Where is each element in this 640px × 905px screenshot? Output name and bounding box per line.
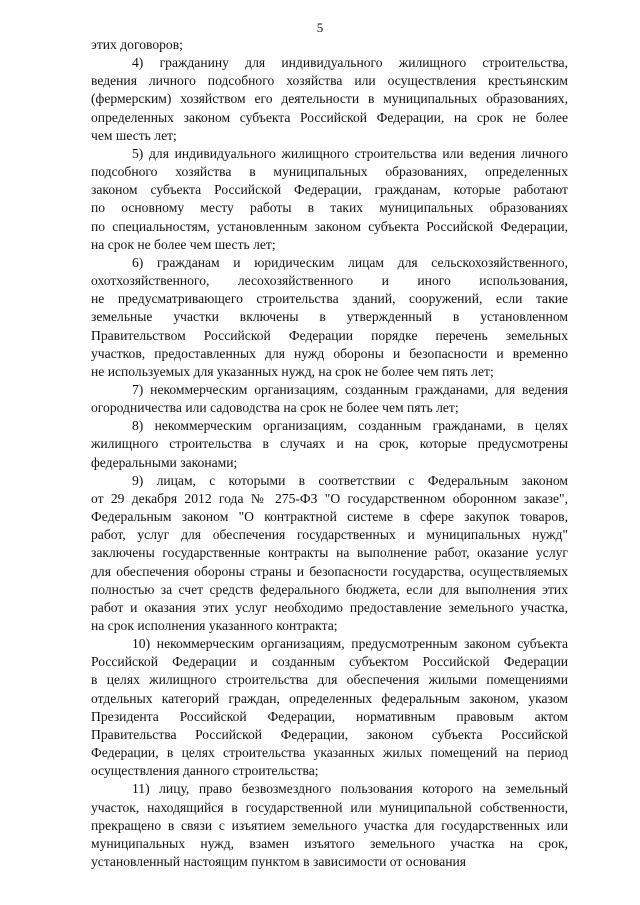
text-line: участков, предоставленных для нужд обороны и безопасности и временно — [91, 345, 568, 361]
text-line: не используемых для указанных нужд, на срок не более чем пять лет; — [91, 363, 494, 379]
text-line: огородничества или садоводства на срок не более чем пять лет; — [91, 400, 459, 416]
paragraph — [91, 381, 568, 417]
text-line: этих договоров; — [91, 37, 183, 52]
text-line: работ, услуг для обеспечения государственных и муниципальных нужд" — [91, 527, 568, 543]
text-line: установленный настоящим пунктом в зависимости от основания — [91, 854, 467, 870]
text-line: жилищного строительства в случаях и на срок, которые предусмотрены — [91, 436, 568, 452]
text-line: прекращено в связи с изъятием земельного участка для государственных или — [91, 817, 568, 833]
text-line: Российской Федерации и созданным субъектом Российской Федерации — [91, 654, 568, 670]
page-number: 5 — [316, 20, 324, 35]
paragraph — [91, 780, 568, 871]
paragraph — [91, 254, 568, 381]
text-line: 5) для индивидуального жилищного строительства или ведения личного — [132, 145, 568, 161]
text-line: законом субъекта Российской Федерации, гражданам, которые работают — [91, 182, 568, 198]
paragraph — [91, 36, 568, 54]
text-line: для обеспечения обороны страны и безопасности государства, осуществляемых — [91, 563, 568, 579]
text-line: Президента Российской Федерации, нормативным правовым актом — [91, 708, 568, 724]
paragraph — [91, 54, 568, 145]
text-line: Федерации, в целях строительства указанных жилых помещений на период — [91, 745, 568, 761]
text-line: 8) некоммерческим организациям, созданным гражданами, в целях — [132, 418, 568, 434]
text-line: земельные участки включены в утвержденный в установленном — [91, 309, 568, 325]
paragraph — [91, 145, 568, 254]
text-line: охотхозяйственного, лесохозяйственного и иного использования, — [91, 273, 568, 289]
text-line: на срок не более чем шесть лет; — [91, 236, 276, 252]
text-line: (фермерским) хозяйством его деятельности в муниципальных образованиях, — [91, 91, 568, 107]
paragraph — [91, 472, 568, 635]
text-line: не предусматривающего строительства зданий, сооружений, если такие — [91, 291, 568, 307]
text-line: Федеральным законом "О контрактной системе в сфере закупок товаров, — [91, 509, 568, 525]
text-line: отдельных категорий граждан, определенных федеральным законом, указом — [91, 690, 568, 706]
text-line: муниципальных нужд, взамен изъятого земельного участка на срок, — [91, 835, 568, 851]
text-line: по специальностям, установленным законом субъекта Российской Федерации, — [91, 218, 568, 234]
text-line: федеральными законами; — [91, 454, 238, 470]
text-line: определенных законом субъекта Российской Федерации, на срок не более — [91, 109, 568, 125]
text-line: осуществления данного строительства; — [91, 763, 319, 779]
text-line: от 29 декабря 2012 года № 275-ФЗ "О государственном оборонном заказе", — [91, 490, 568, 506]
text-line: участок, находящийся в государственной или муниципальной собственности, — [91, 799, 568, 815]
text-line: подсобного хозяйства в муниципальных образованиях, определенных — [91, 164, 568, 180]
text-line: заключены государственные контракты на выполнение работ, оказание услуг — [91, 545, 568, 561]
text-line: по основному месту работы в таких муниципальных образованиях — [91, 200, 568, 216]
text-line: 4) гражданину для индивидуального жилищного строительства, — [132, 55, 568, 71]
paragraph — [91, 635, 568, 780]
text-line: в целях жилищного строительства для обеспечения жилыми помещениями — [91, 672, 568, 688]
document-body — [91, 36, 568, 871]
text-line: полностью за счет средств федерального бюджета, если для выполнения этих — [91, 581, 568, 597]
paragraph — [91, 417, 568, 471]
text-line: 11) лицу, право безвозмездного пользования которого на земельный — [132, 781, 568, 797]
text-line: 7) некоммерческим организациям, созданным гражданами, для ведения — [132, 381, 568, 397]
text-line: 6) гражданам и юридическим лицам для сельскохозяйственного, — [132, 254, 568, 270]
text-line: ведения личного подсобного хозяйства или осуществления крестьянским — [91, 73, 568, 89]
text-line: чем шесть лет; — [91, 127, 177, 143]
text-line: 9) лицам, с которыми в соответствии с Федеральным законом — [132, 472, 568, 488]
text-line: на срок исполнения указанного контракта; — [91, 618, 338, 633]
text-line: Правительством Российской Федерации порядке перечень земельных — [91, 327, 568, 343]
text-line: работ и оказания этих услуг необходимо предоставление земельного участка, — [91, 599, 568, 615]
text-line: Правительства Российской Федерации, законом субъекта Российской — [91, 726, 568, 742]
text-line: 10) некоммерческим организациям, предусмотренным законом субъекта — [132, 636, 568, 652]
